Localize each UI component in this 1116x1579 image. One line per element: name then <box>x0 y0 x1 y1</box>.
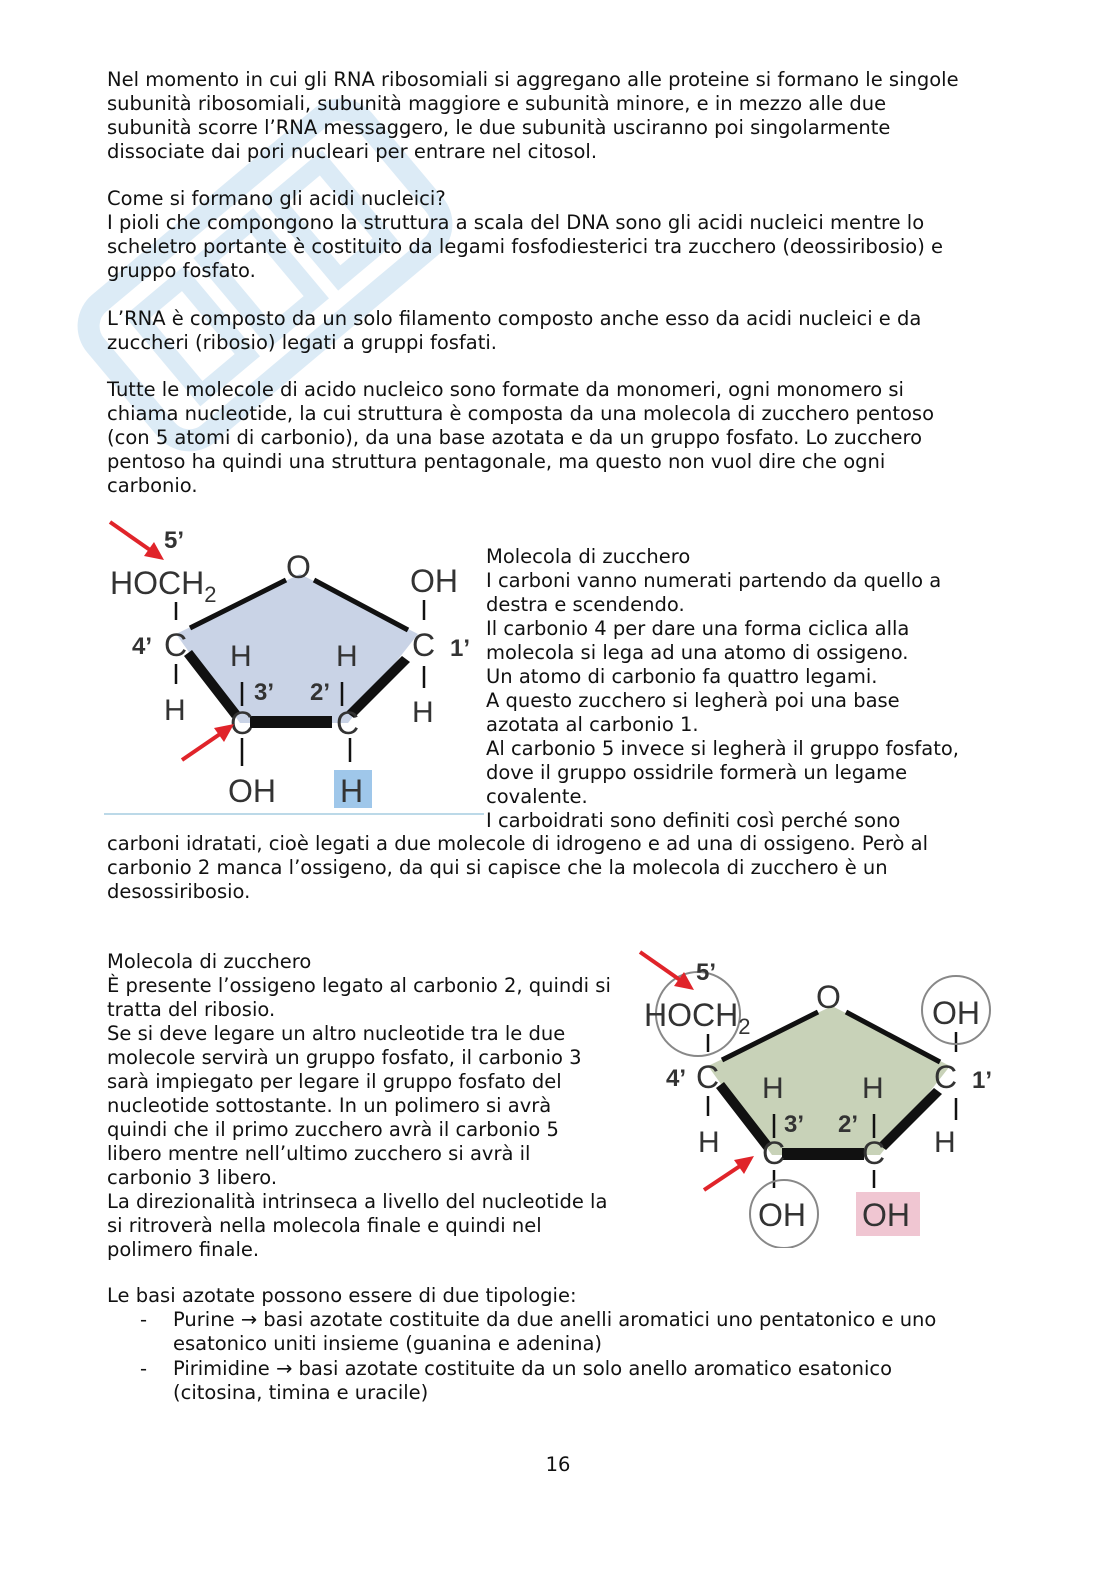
label-oh-c2: OH <box>862 1197 910 1233</box>
label-c2-number: 2’ <box>310 679 331 706</box>
label-c5-number: 5’ <box>164 527 185 554</box>
label-oh-c1: OH <box>410 563 458 599</box>
label-oh-c3: OH <box>228 773 276 809</box>
label-c1: C <box>412 627 436 663</box>
paragraph-rna: L’RNA è composto da un solo filamento composto anche esso da acidi nucleici e da zuccheri (ribosio) legati a gruppi fosfati. <box>107 307 922 354</box>
label-c1: C <box>934 1059 958 1095</box>
label-h-c2-top: H <box>862 1072 884 1105</box>
label-c3: C <box>762 1135 786 1171</box>
label-h-c2: H <box>340 773 364 809</box>
label-h-c3-top: H <box>230 640 252 673</box>
label-c1-number: 1’ <box>450 635 471 662</box>
label-c2: C <box>336 705 360 741</box>
label-c4-number: 4’ <box>666 1065 687 1092</box>
arrow-c5-head <box>144 542 164 560</box>
label-c3-number: 3’ <box>784 1111 805 1138</box>
list-item-purine: - Purine → basi azotate costituite da due anelli aromatici uno pentatonico e uno esatonico uniti insieme (guanina e adenina) <box>140 1308 937 1355</box>
label-c1-number: 1’ <box>972 1067 993 1094</box>
label-c5-number: 5’ <box>696 959 717 986</box>
arrow-c5-shaft <box>110 522 150 550</box>
label-h-c4: H <box>164 694 186 727</box>
arrow-c5-shaft <box>640 952 680 980</box>
label-h-c1: H <box>934 1126 956 1159</box>
label-c4-number: 4’ <box>132 633 153 660</box>
arrow-c5-head <box>674 972 694 990</box>
label-c2-number: 2’ <box>838 1111 859 1138</box>
label-h-c4: H <box>698 1126 720 1159</box>
label-c3-number: 3’ <box>254 679 275 706</box>
arrow-c3-shaft <box>704 1166 740 1190</box>
deoxyribose-diagram <box>104 516 484 816</box>
label-c2: C <box>862 1135 886 1171</box>
label-c4: C <box>164 627 188 663</box>
deoxyribose-description-continued: carboni idratati, cioè legati a due molecole di idrogeno e ad una di ossigeno. Però al carbonio 2 manca l’ossigeno, da qui si capisce che la molecola di zucchero è un desossiribosio. <box>107 832 929 903</box>
paragraph-nucleotide: Tutte le molecole di acido nucleico sono formate da monomeri, ogni monomero si chiama nucleotide, la cui struttura è composta da una molecola di zucchero pentoso (con 5 atomi di carbonio), da una base azotata e da un gruppo fosfato. Lo zucchero pentoso ha quindi una struttura pentagonale, ma questo non vuol dire che ogni carbonio. <box>107 378 935 497</box>
page-number: 16 <box>545 1453 571 1476</box>
arrow-c3-head <box>734 1156 754 1174</box>
list-item-pyrimidine: - Pirimidine → basi azotate costituite da un solo anello aromatico esatonico (citosina, timina e uracile) <box>140 1357 893 1404</box>
label-oh-c3: OH <box>758 1197 806 1233</box>
label-h-c1: H <box>412 696 434 729</box>
label-oh-c1: OH <box>932 995 980 1031</box>
label-h-c3-top: H <box>762 1072 784 1105</box>
label-ring-oxygen: O <box>286 549 311 585</box>
label-ring-oxygen: O <box>816 979 841 1015</box>
label-c4: C <box>696 1059 720 1095</box>
paragraph-ribosome: Nel momento in cui gli RNA ribosomiali si aggregano alle proteine si formano le singole subunità ribosomiali, subunità maggiore e subunità minore, e in mezzo alle due subunità scorre l’RNA messaggero, le due subunità usciranno poi singolarmente dissociate dai pori nucleari per entrare nel citosol. <box>107 68 959 163</box>
paragraph-nucleic-acids: Come si formano gli acidi nucleici? I pioli che compongono la struttura a scala del DNA sono gli acidi nucleici mentre lo scheletro portante è costituito da legami fosfodiesterici tra zucchero (deossiribosio) e gruppo fosfato. <box>107 187 944 282</box>
bond-c3-c2 <box>250 716 332 728</box>
label-hoch2: $HOCH_2$ <box>644 997 751 1039</box>
arrow-c3-shaft <box>182 734 220 760</box>
paragraph-nitrogen-bases: Le basi azotate possono essere di due tipologie: <box>107 1284 577 1307</box>
deoxyribose-description: Molecola di zucchero I carboni vanno numerati partendo da quello a destra e scendendo. Il carbonio 4 per dare una forma ciclica alla molecola si lega ad una atomo di ossigeno. Un atomo di carbonio fa quattro legami. A questo zucchero si legherà poi una base azotata al carbonio 1. Al carbonio 5 invece si legherà il gruppo fosfato, dove il gruppo ossidrile formerà un legame covalente. I carboidrati sono definiti così perché sono <box>486 545 959 832</box>
label-h-c2-top: H <box>336 640 358 673</box>
ribose-diagram <box>636 948 1016 1248</box>
ribose-description: Molecola di zucchero È presente l’ossigeno legato al carbonio 2, quindi si tratta del ribosio. Se si deve legare un altro nucleotide tra le due molecole servirà un gruppo fosfato, il carbonio 3 sarà impiegato per legare il gruppo fosfato del nucleotide sottostante. In un polimero si avrà quindi che il primo zucchero avrà il carbonio 5 libero mentre nell’ultimo zucchero si avrà il carbonio 3 libero. La direzionalità intrinseca a livello del nucleotide la si ritroverà nella molecola finale e quindi nel polimero finale. <box>107 950 611 1261</box>
label-hoch2: $HOCH_2$ <box>110 565 217 607</box>
label-c3: C <box>230 705 254 741</box>
bond-c3-c2 <box>782 1148 864 1160</box>
